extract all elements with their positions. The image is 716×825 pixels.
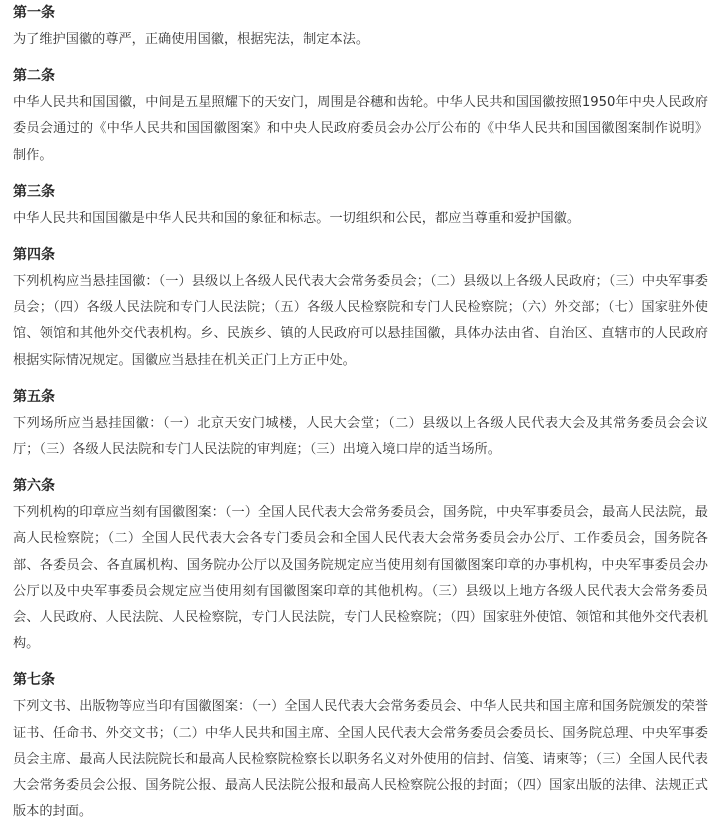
article-5 [13,383,708,463]
article-heading: 第四条 [13,247,55,264]
article-text: 下列文书、出版物等应当印有国徽图案：（一）全国人民代表大会常务委员会、中华人民共和国主席和国务院颁发的荣誉证书、任命书、外交文书；（二）中华人民共和国主席、全国人民代表大会常务委员会委员长、国务院总理、中央军事委员会主席、最高人民法院院长和最高人民检察院检察长以职务名义对外使用的信封、信笺、请柬等；（三）全国人民代表大会常务委员会公报、国务院公报、最高人民法院公报和最高人民检察院公报的封面；（四）国家出版的法律、法规正式版本的封面。 [13,699,708,820]
article-heading: 第三条 [13,183,55,200]
article-heading: 第七条 [13,672,55,689]
article-6 [13,472,708,657]
article-2 [13,62,708,169]
article-text: 下列机构应当悬挂国徽：（一）县级以上各级人民代表大会常务委员会；（二）县级以上各级人民政府；（三）中央军事委员会；（四）各级人民法院和专门人民法院；（五）各级人民检察院和专门人民检察院；（六）外交部；（七）国家驻外使馆、领馆和其他外交代表机构。乡、民族乡、镇的人民政府可以悬挂国徽，具体办法由省、自治区、直辖市的人民政府根据实际情况规定。国徽应当悬挂在机关正门上方正中处。 [13,274,708,368]
article-7 [13,666,708,825]
article-1 [13,0,708,53]
article-text: 下列机构的印章应当刻有国徽图案：（一）全国人民代表大会常务委员会，国务院，中央军事委员会，最高人民法院，最高人民检察院；（二）全国人民代表大会各专门委员会和全国人民代表大会常务委员会办公厅、工作委员会，国务院各部、各委员会、各直属机构、国务院办公厅以及国务院规定应当使用刻有国徽图案印章的办事机构，中央军事委员会办公厅以及中央军事委员会规定应当使用刻有国徽图案印章的其他机构。（三）县级以上地方各级人民代表大会常务委员会、人民政府、人民法院、人民检察院，专门人民法院，专门人民检察院；（四）国家驻外使馆、领馆和其他外交代表机构。 [13,505,708,652]
article-text: 中华人民共和国国徽，中间是五星照耀下的天安门，周围是谷穗和齿轮。中华人民共和国国徽按照1950年中央人民政府委员会通过的《中华人民共和国国徽图案》和中央人民政府委员会办公厅公布的《中华人民共和国国徽图案制作说明》制作。 [13,95,708,163]
article-4 [13,241,708,374]
article-heading: 第一条 [13,5,55,21]
article-text: 下列场所应当悬挂国徽：（一）北京天安门城楼，人民大会堂；（二）县级以上各级人民代表大会及其常务委员会会议厅；（三）各级人民法院和专门人民法院的审判庭；（三）出境入境口岸的适当场所。 [13,415,708,458]
article-3 [13,178,708,232]
article-text: 为了维护国徽的尊严，正确使用国徽，根据宪法，制定本法。 [13,32,370,47]
article-text: 中华人民共和国国徽是中华人民共和国的象征和标志。一切组织和公民，都应当尊重和爱护国徽。 [13,210,581,226]
article-heading: 第五条 [13,388,55,405]
article-heading: 第六条 [13,478,55,495]
article-heading: 第二条 [13,68,55,85]
